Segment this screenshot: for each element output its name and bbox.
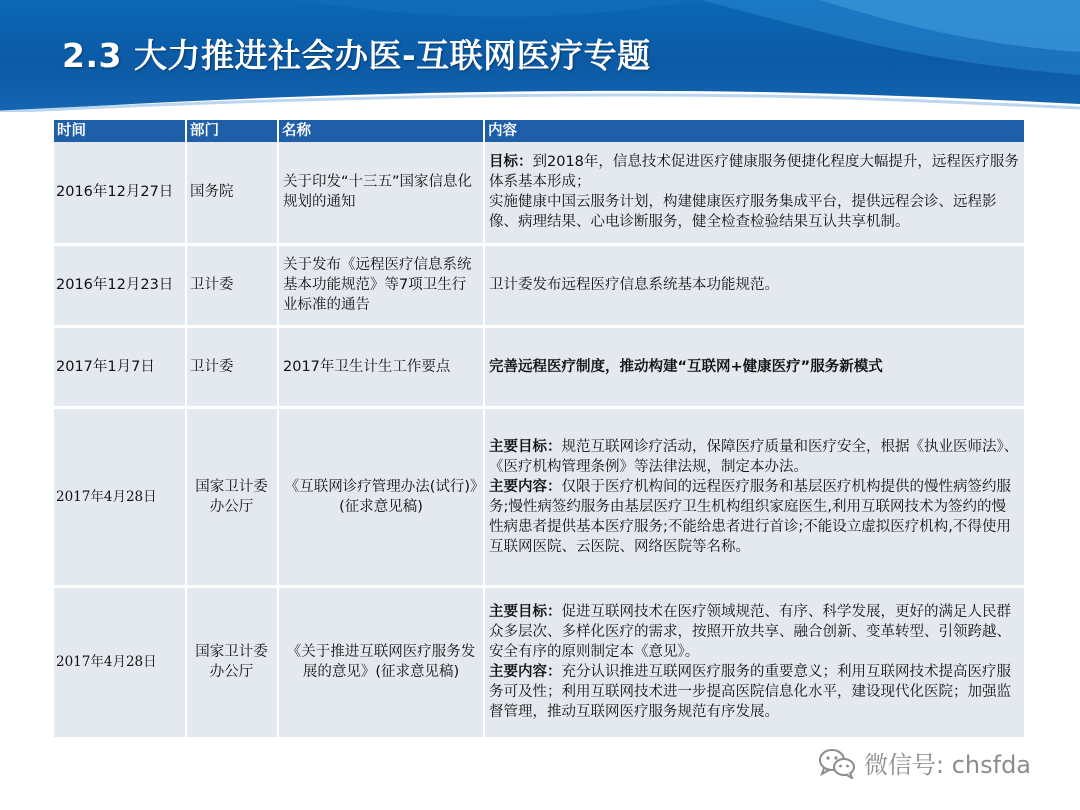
cell-name: 关于发布《远程医疗信息系统基本功能规范》等7项卫生行业标准的通告	[278, 244, 484, 326]
cell-date: 2016年12月23日	[54, 244, 186, 326]
content-label: 主要目标：	[489, 438, 562, 455]
watermark	[818, 745, 1031, 780]
table-row	[54, 586, 1025, 738]
content-label: 主要内容：	[489, 478, 562, 495]
content-line	[489, 357, 1020, 377]
watermark-text: 微信号: chsfda	[864, 751, 1032, 779]
content-line	[489, 152, 1020, 192]
content-line	[489, 477, 1020, 557]
table-row	[54, 407, 1025, 586]
cell-department: 卫计委	[186, 244, 278, 326]
table-row	[54, 244, 1025, 326]
cell-name: 关于印发“十三五”国家信息化规划的通知	[278, 142, 484, 244]
content-label: 完善远程医疗制度，推动构建“互联网+健康医疗”服务新模式	[489, 358, 883, 375]
content-line	[489, 662, 1020, 722]
cell-name: 2017年卫生计生工作要点	[278, 326, 484, 407]
content-label: 主要内容：	[489, 664, 562, 680]
policy-table	[54, 120, 1026, 740]
cell-department: 卫计委	[186, 326, 278, 407]
content-text: 实施健康中国云服务计划，构建健康医疗服务集成平台，提供远程会诊、远程影像、病理结果、心电诊断服务，健全检查检验结果互认共享机制。	[489, 194, 997, 231]
cell-content	[484, 142, 1025, 244]
header-banner	[0, 0, 1080, 112]
content-label: 目标：	[489, 154, 533, 171]
content-text: 充分认识推进互联网医疗服务的重要意义；利用互联网技术提高医疗服务可及性；利用互联网技术进一步提高医院信息化水平，建设现代化医院；加强监督管理，推动互联网医疗服务规范有序发展。	[489, 664, 1011, 720]
cell-date: 2017年4月28日	[54, 586, 186, 738]
cell-date: 2017年1月7日	[54, 326, 186, 407]
cell-department: 国家卫计委办公厅	[186, 407, 278, 586]
cell-name: 《互联网诊疗管理办法(试行)》(征求意见稿)	[278, 407, 484, 586]
table-header-row	[54, 120, 1025, 142]
cell-content	[484, 326, 1025, 407]
column-header-name: 名称	[278, 120, 484, 142]
cell-content	[484, 586, 1025, 738]
content-line	[489, 275, 1020, 295]
wechat-icon	[818, 747, 856, 779]
content-line	[489, 602, 1020, 662]
page-title: 2.3 大力推进社会办医-互联网医疗专题	[62, 36, 651, 75]
cell-date: 2016年12月27日	[54, 142, 186, 244]
column-header-content: 内容	[484, 120, 1025, 142]
content-text: 仅限于医疗机构间的远程医疗服务和基层医疗机构提供的慢性病签约服务;慢性病签约服务由基层医疗卫生机构组织家庭医生,利用互联网技术为签约的慢性病患者提供基本医疗服务;不能给患者进行首诊;不能设立虚拟医疗机构,不得使用互联网医院、云医院、网络医院等名称。	[489, 478, 1011, 555]
content-text: 卫计委发布远程医疗信息系统基本功能规范。	[489, 277, 779, 293]
table-row	[54, 142, 1025, 244]
content-text: 到2018年，信息技术促进医疗健康服务便捷化程度大幅提升，远程医疗服务体系基本形成；	[489, 154, 1019, 191]
content-text: 促进互联网技术在医疗领域规范、有序、科学发展，更好的满足人民群众多层次、多样化医疗的需求，按照开放共享、融合创新、变革转型、引领跨越、安全有序的原则制定本《意见》。	[489, 604, 1011, 660]
content-label: 主要目标：	[489, 604, 562, 620]
column-header-time: 时间	[54, 120, 186, 142]
content-line	[489, 192, 1020, 232]
table-row	[54, 326, 1025, 407]
content-line	[489, 437, 1020, 477]
cell-content	[484, 244, 1025, 326]
cell-date: 2017年4月28日	[54, 407, 186, 586]
cell-department: 国家卫计委办公厅	[186, 586, 278, 738]
column-header-department: 部门	[186, 120, 278, 142]
content-text: 规范互联网诊疗活动，保障医疗质量和医疗安全，根据《执业医师法》、《医疗机构管理条例》等法律法规，制定本办法。	[489, 438, 1019, 475]
cell-name: 《关于推进互联网医疗服务发展的意见》(征求意见稿)	[278, 586, 484, 738]
cell-department: 国务院	[186, 142, 278, 244]
cell-content	[484, 407, 1025, 586]
